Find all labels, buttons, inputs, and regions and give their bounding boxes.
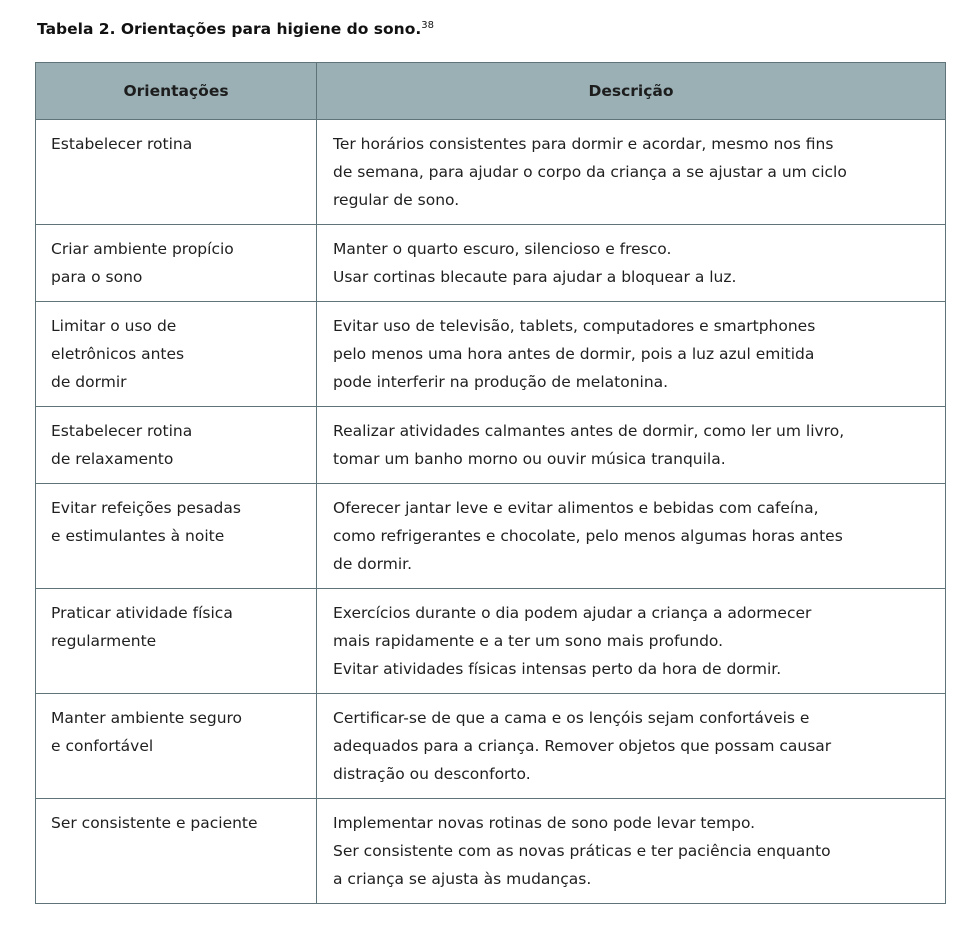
orientation-text-line: Limitar o uso de: [51, 317, 177, 335]
orientation-text-line: Praticar atividade física: [51, 604, 233, 622]
orientation-text-line: Estabelecer rotina: [51, 135, 193, 153]
description-text-line: pode interferir na produção de melatonina.: [333, 373, 669, 391]
orientation-text-line: Ser consistente e paciente: [51, 814, 258, 832]
description-text-line: Implementar novas rotinas de sono pode levar tempo.: [333, 814, 756, 832]
description-text-line: a criança se ajusta às mudanças.: [333, 870, 592, 888]
orientation-cell: [36, 225, 317, 302]
description-text-line: Certificar-se de que a cama e os lençóis sejam confortáveis e: [333, 709, 810, 727]
table-caption: [37, 20, 434, 38]
table-row: [36, 589, 946, 694]
orientation-text-line: eletrônicos antes: [51, 345, 185, 363]
orientation-text-line: Criar ambiente propício: [51, 240, 234, 258]
orientation-cell: [36, 589, 317, 694]
description-text-line: Manter o quarto escuro, silencioso e fresco.: [333, 240, 672, 258]
orientation-text-line: regularmente: [51, 632, 157, 650]
description-cell: [317, 407, 946, 484]
description-text-line: Usar cortinas blecaute para ajudar a bloquear a luz.: [333, 268, 737, 286]
table-row: [36, 694, 946, 799]
orientation-cell: [36, 120, 317, 225]
description-cell: [317, 225, 946, 302]
description-cell: [317, 799, 946, 904]
orientation-cell: [36, 799, 317, 904]
table-row: [36, 302, 946, 407]
description-cell: [317, 120, 946, 225]
orientation-cell: [36, 694, 317, 799]
description-text-line: de dormir.: [333, 555, 413, 573]
description-text-line: de semana, para ajudar o corpo da criança a se ajustar a um ciclo: [333, 163, 847, 181]
description-text-line: como refrigerantes e chocolate, pelo menos algumas horas antes: [333, 527, 843, 545]
table-row: [36, 225, 946, 302]
orientation-text-line: de dormir: [51, 373, 127, 391]
description-text-line: Ter horários consistentes para dormir e acordar, mesmo nos fins: [333, 135, 834, 153]
description-cell: [317, 484, 946, 589]
description-cell: [317, 589, 946, 694]
description-text-line: pelo menos uma hora antes de dormir, pois a luz azul emitida: [333, 345, 815, 363]
orientation-cell: [36, 302, 317, 407]
table-row: [36, 799, 946, 904]
sleep-hygiene-table: [35, 62, 946, 904]
table-row: [36, 484, 946, 589]
description-text-line: tomar um banho morno ou ouvir música tranquila.: [333, 450, 726, 468]
description-text-line: Evitar atividades físicas intensas perto da hora de dormir.: [333, 660, 782, 678]
orientation-text-line: e confortável: [51, 737, 154, 755]
orientation-cell: [36, 484, 317, 589]
table-header-row: [36, 63, 946, 120]
orientation-cell: [36, 407, 317, 484]
table-body: [36, 120, 946, 904]
description-cell: [317, 694, 946, 799]
header-descricao: Descrição: [317, 63, 946, 120]
table-row: [36, 120, 946, 225]
orientation-text-line: Manter ambiente seguro: [51, 709, 243, 727]
description-text-line: regular de sono.: [333, 191, 460, 209]
table-row: [36, 407, 946, 484]
description-text-line: adequados para a criança. Remover objetos que possam causar: [333, 737, 832, 755]
orientation-text-line: Evitar refeições pesadas: [51, 499, 241, 517]
orientation-text-line: de relaxamento: [51, 450, 174, 468]
description-text-line: Ser consistente com as novas práticas e ter paciência enquanto: [333, 842, 831, 860]
description-text-line: distração ou desconforto.: [333, 765, 531, 783]
description-text-line: Realizar atividades calmantes antes de dormir, como ler um livro,: [333, 422, 845, 440]
description-text-line: mais rapidamente e a ter um sono mais profundo.: [333, 632, 724, 650]
description-text-line: Oferecer jantar leve e evitar alimentos e bebidas com cafeína,: [333, 499, 819, 517]
table-caption-reference: 38: [421, 20, 434, 31]
description-text-line: Exercícios durante o dia podem ajudar a criança a adormecer: [333, 604, 812, 622]
header-orientacoes: Orientações: [36, 63, 317, 120]
description-text-line: Evitar uso de televisão, tablets, computadores e smartphones: [333, 317, 816, 335]
orientation-text-line: para o sono: [51, 268, 143, 286]
orientation-text-line: e estimulantes à noite: [51, 527, 225, 545]
description-cell: [317, 302, 946, 407]
table-caption-title: Tabela 2. Orientações para higiene do sono.: [37, 20, 422, 38]
orientation-text-line: Estabelecer rotina: [51, 422, 193, 440]
